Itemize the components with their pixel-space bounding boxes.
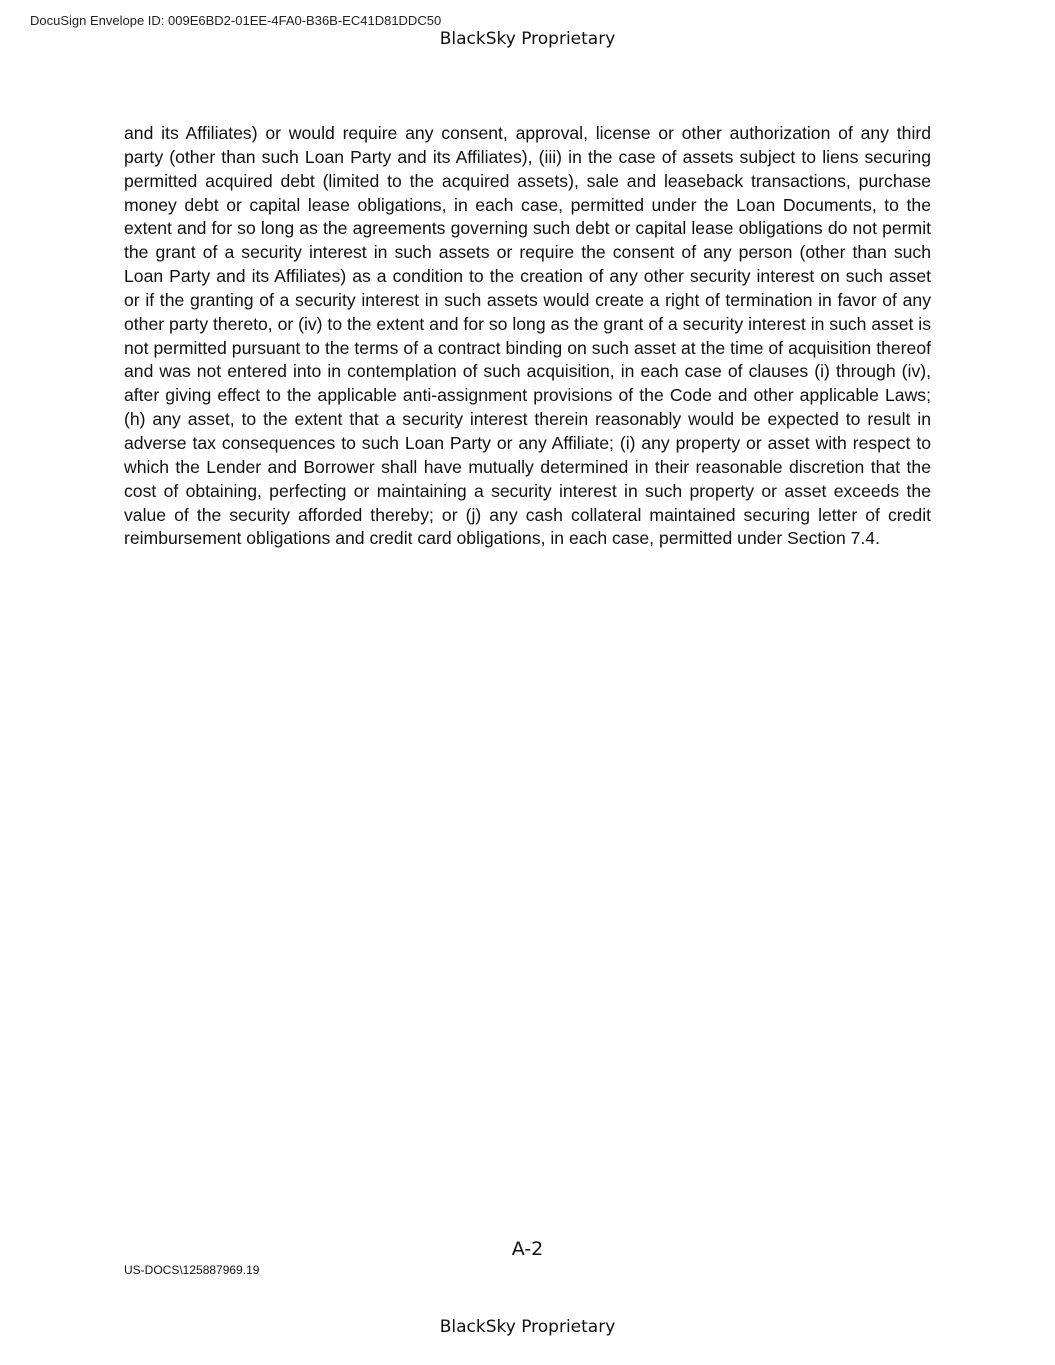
body-paragraph: and its Affiliates) or would require any consent, approval, license or other authorization of any third party (other than such Loan Party and its Affiliates), (iii) in the case of assets subject to liens securing permitted acquired debt (limited to the acquired assets), sale and leaseback transactions, purchase money debt or capital lease obligations, in each case, permitted under the Loan Documents, to the extent and for so long as the agreements governing such debt or capital lease obligations do not permit the grant of a security interest in such assets or require the consent of any person (other than such Loan Party and its Affiliates) as a condition to the creation of any other security interest on such asset or if the granting of a security interest in such assets would create a right of termination in favor of any other party thereto, or (iv) to the extent and for so long as the grant of a security interest in such asset is not permitted pursuant to the terms of a contract binding on such asset at the time of acquisition thereof and was not entered into in contemplation of such acquisition, in each case of clauses (i) through (iv), after giving effect to the applicable anti-assignment provisions of the Code and other applicable Laws; (h) any asset, to the extent that a security interest therein reasonably would be expected to result in adverse tax consequences to such Loan Party or any Affiliate; (i) any property or asset with respect to which the Lender and Borrower shall have mutually determined in their reasonable discretion that the cost of obtaining, perfecting or maintaining a security interest in such property or asset exceeds the value of the security afforded thereby; or (j) any cash collateral maintained securing letter of credit reimbursement obligations and credit card obligations, in each case, permitted under Section 7.4. xyxy=(124,123,931,549)
document-id: US-DOCS\125887969.19 xyxy=(124,1263,260,1277)
header-proprietary-label: BlackSky Proprietary xyxy=(439,29,616,49)
page-number: A-2 xyxy=(511,1238,544,1260)
docusign-envelope-id: DocuSign Envelope ID: 009E6BD2-01EE-4FA0-B36B-EC41D81DDC50 xyxy=(30,13,442,28)
footer-proprietary-label: BlackSky Proprietary xyxy=(439,1317,616,1337)
